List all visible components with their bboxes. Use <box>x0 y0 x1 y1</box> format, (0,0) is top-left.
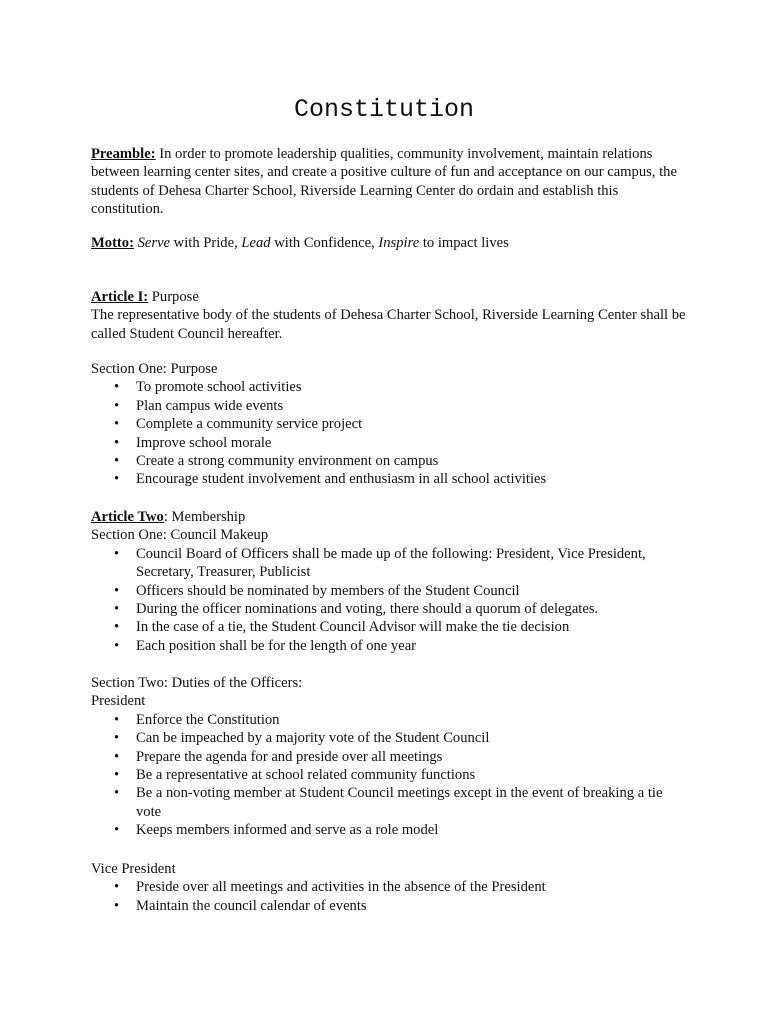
article-2-section-two <box>91 674 691 840</box>
vice-president-section <box>91 860 691 915</box>
article-2 <box>91 508 691 655</box>
preamble-text: In order to promote leadership qualities, community involvement, maintain relations between learning center sites, and create a positive culture of fun and acceptance on our campus, the students of Dehesa Charter School, Riverside Learning Center do ordain and establish this constitution. <box>91 146 677 218</box>
preamble-label: Preamble: <box>91 146 156 162</box>
article-1-label: Article I: <box>91 289 149 305</box>
list-item: • Plan campus wide events <box>91 397 691 415</box>
article-2-title: : Membership <box>163 509 246 525</box>
motto-line <box>91 234 691 252</box>
list-item: • Keeps members informed and serve as a role model <box>91 821 691 839</box>
list-item: • Enforce the Constitution <box>91 711 691 729</box>
motto-text-2: with Confidence, <box>270 235 379 251</box>
list-item: • Encourage student involvement and enthusiasm in all school activities <box>91 470 691 488</box>
list-item: • Each position shall be for the length of one year <box>91 637 691 655</box>
article-1 <box>91 288 691 343</box>
vice-president-duties-list <box>91 878 691 915</box>
president-duties-list <box>91 711 691 840</box>
motto-label: Motto: <box>91 235 134 251</box>
list-item: • Be a non-voting member at Student Council meetings except in the event of breaking a tie vote <box>91 784 691 821</box>
list-item: • In the case of a tie, the Student Council Advisor will make the tie decision <box>91 618 691 636</box>
article-2-heading <box>91 508 691 526</box>
purpose-list <box>91 378 691 488</box>
list-item: • Create a strong community environment on campus <box>91 452 691 470</box>
list-item: • Maintain the council calendar of events <box>91 897 691 915</box>
list-item: • Be a representative at school related community functions <box>91 766 691 784</box>
page-title: Constitution <box>293 95 475 124</box>
article-2-label: Article Two <box>91 509 164 525</box>
list-item: • Improve school morale <box>91 434 691 452</box>
motto-lead: Lead <box>241 235 271 251</box>
motto-text-3: to impact lives <box>419 235 509 251</box>
article-1-title: Purpose <box>148 289 199 305</box>
council-makeup-list <box>91 545 691 655</box>
list-item: • Council Board of Officers shall be made up of the following: President, Vice President, Secretary, Treasurer, Publicist <box>91 545 691 582</box>
list-item: • During the officer nominations and voting, there should a quorum of delegates. <box>91 600 691 618</box>
list-item: • To promote school activities <box>91 378 691 396</box>
article-1-section-one <box>91 360 691 489</box>
section-title: Section One: Council Makeup <box>91 527 269 544</box>
list-item: • Preside over all meetings and activities in the absence of the President <box>91 878 691 896</box>
preamble-paragraph <box>91 145 691 219</box>
motto-inspire: Inspire <box>378 235 420 251</box>
section-title: Section One: Purpose <box>91 361 218 377</box>
section-title: Section Two: Duties of the Officers: <box>91 675 303 691</box>
motto-serve: Serve <box>137 235 171 251</box>
officer-title-vice-president: Vice President <box>91 861 176 877</box>
list-item: • Can be impeached by a majority vote of the Student Council <box>91 729 691 747</box>
motto-text-1: with Pride, <box>170 235 242 251</box>
article-1-heading <box>91 288 691 306</box>
list-item: • Prepare the agenda for and preside over all meetings <box>91 748 691 766</box>
list-item: • Officers should be nominated by members of the Student Council <box>91 582 691 600</box>
list-item: • Complete a community service project <box>91 415 691 433</box>
officer-title-president: President <box>91 693 146 710</box>
article-1-body: The representative body of the students of Dehesa Charter School, Riverside Learning Center shall be called Student Council hereafter. <box>91 307 686 342</box>
